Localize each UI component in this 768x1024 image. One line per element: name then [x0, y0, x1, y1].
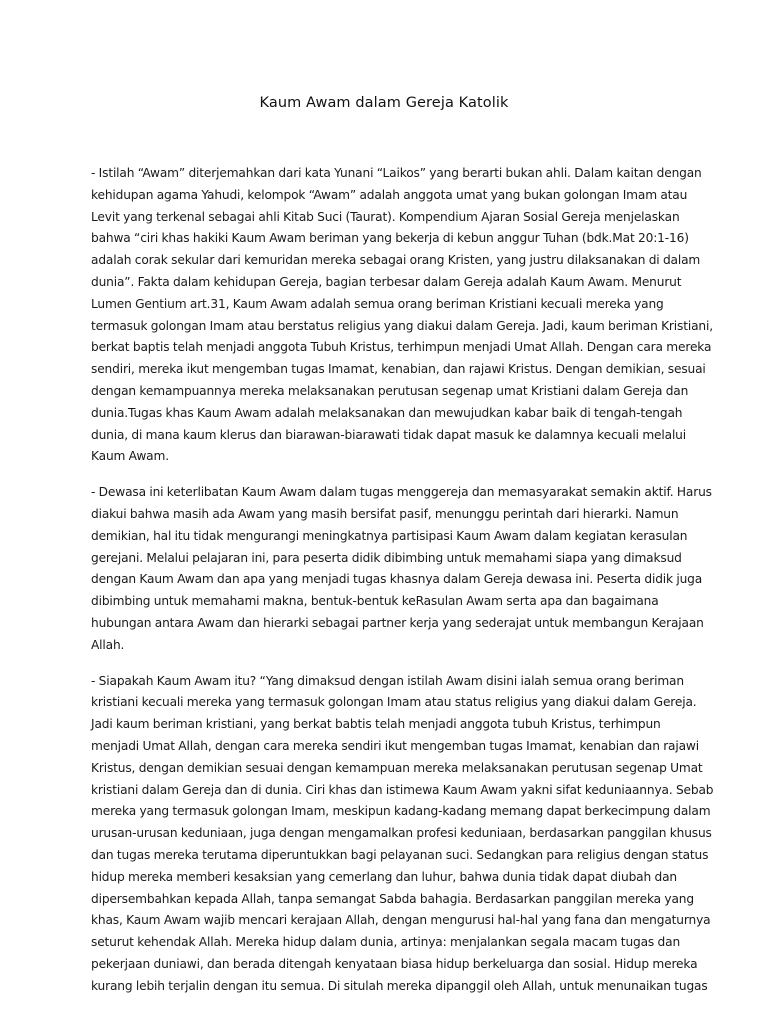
text-line: termasuk golongan Imam atau berstatus religius yang diakui dalam Gereja. Jadi, kaum beriman Kristiani, [91, 318, 713, 333]
text-line: bahwa “ciri khas hakiki Kaum Awam beriman yang bekerja di kebun anggur Tuhan (bdk.Mat 20:1-16) [91, 231, 689, 246]
text-line: hubungan antara Awam dan hierarki sebagai partner kerja yang sederajat untuk membangun Kerajaan [91, 615, 704, 630]
text-line: adalah corak sekular dari kemuridan mereka sebagai orang Kristen, yang justru dilaksanakan di dalam [91, 253, 701, 268]
text-line: demikian, hal itu tidak mengurangi meningkatnya partisipasi Kaum Awam dalam kegiatan kerasulan [91, 528, 688, 543]
text-line: kristiani dalam Gereja dan di dunia. Ciri khas dan istimewa Kaum Awam yakni sifat keduniaannya. Sebab [91, 782, 714, 797]
paragraph-keterlibatan-awam [91, 482, 712, 656]
text-line: urusan-urusan keduniaan, juga dengan mengamalkan profesi keduniaan, berdasarkan panggilan khusus [91, 826, 712, 841]
text-line: diakui bahwa masih ada Awam yang masih bersifat pasif, menunggu perintah dari hierarki. Namun [91, 506, 679, 521]
text-line: seturut kehendak Allah. Mereka hidup dalam dunia, artinya: menjalankan segala macam tugas dan [91, 935, 681, 950]
text-line: Kristus, dengan demikian sesuai dengan kemampuan mereka melaksanakan perutusan segenap Umat [91, 760, 703, 775]
paragraph-siapakah-kaum-awam [91, 671, 714, 998]
text-line: dengan kemampuannya mereka melaksanakan perutusan segenap umat Kristiani dalam Gereja dan [91, 383, 689, 398]
text-line: dunia.Tugas khas Kaum Awam adalah melaksanakan dan mewujudkan kabar baik di tengah-tengah [91, 405, 683, 420]
text-line: dan tugas mereka terutama diperuntukkan bagi pelayanan suci. Sedangkan para religius dengan status [91, 847, 709, 862]
text-line: sendiri, mereka ikut mengemban tugas Imamat, kenabian, dan rajawi Kristus. Dengan demikian, sesuai [91, 362, 706, 377]
text-line: Lumen Gentium art.31, Kaum Awam adalah semua orang beriman Kristiani kecuali mereka yang [91, 296, 664, 311]
text-line: gerejani. Melalui pelajaran ini, para peserta didik dibimbing untuk memahami siapa yang dimaksud [91, 550, 682, 565]
text-line: kristiani kecuali mereka yang termasuk golongan Imam atau status religius yang diakui dalam Gereja. [91, 695, 697, 710]
text-line: Kaum Awam. [91, 449, 169, 464]
text-line: dibimbing untuk memahami makna, bentuk-bentuk keRasulan Awam serta apa dan bagaimana [91, 594, 659, 609]
text-line: - Dewasa ini keterlibatan Kaum Awam dalam tugas menggereja dan memasyarakat semakin aktif. Harus [91, 485, 712, 500]
text-line: kehidupan agama Yahudi, kelompok “Awam” adalah anggota umat yang bukan golongan Imam atau [91, 187, 688, 202]
text-line: pekerjaan duniawi, dan berada ditengah kenyataan biasa hidup berkeluarga dan sosial. Hidup mereka [91, 956, 698, 971]
document-title: Kaum Awam dalam Gereja Katolik [259, 95, 509, 111]
text-line: dunia, di mana kaum klerus dan biarawan-biarawati tidak dapat masuk ke dalamnya kecuali melalui [91, 427, 686, 442]
text-line: - Istilah “Awam” diterjemahkan dari kata Yunani “Laikos” yang berarti bukan ahli. Dalam kaitan dengan [91, 166, 702, 180]
text-line: berkat baptis telah menjadi anggota Tubuh Kristus, terhimpun menjadi Umat Allah. Dengan cara mereka [91, 340, 712, 355]
text-line: kurang lebih terjalin dengan itu semua. Di situlah mereka dipanggil oleh Allah, untuk menunaikan tugas [91, 978, 708, 993]
text-line: Jadi kaum beriman kristiani, yang berkat babtis telah menjadi anggota tubuh Kristus, terhimpun [91, 717, 661, 732]
text-line: Levit yang terkenal sebagai ahli Kitab Suci (Taurat). Kompendium Ajaran Sosial Gereja menjelaskan [91, 209, 680, 224]
text-line: khas, Kaum Awam wajib mencari kerajaan Allah, dengan mengurusi hal-hal yang fana dan mengaturnya [91, 913, 711, 928]
document-body [91, 163, 714, 1011]
text-line: dengan Kaum Awam dan apa yang menjadi tugas khasnya dalam Gereja dewasa ini. Peserta didik juga [91, 572, 703, 587]
text-line: - Siapakah Kaum Awam itu? “Yang dimaksud dengan istilah Awam disini ialah semua orang beriman [91, 673, 684, 688]
paragraph-istilah-awam [91, 163, 713, 468]
text-line: menjadi Umat Allah, dengan cara mereka sendiri ikut mengemban tugas Imamat, kenabian dan rajawi [91, 738, 699, 753]
text-line: hidup mereka memberi kesaksian yang cemerlang dan luhur, bahwa dunia tidak dapat diubah dan [91, 869, 677, 884]
text-line: dipersembahkan kepada Allah, tanpa semangat Sabda bahagia. Berdasarkan panggilan mereka yang [91, 891, 694, 906]
text-line: Allah. [91, 637, 125, 652]
text-line: mereka yang termasuk golongan Imam, meskipun kadang-kadang memang dapat berkecimpung dalam [91, 804, 711, 819]
text-line: dunia”. Fakta dalam kehidupan Gereja, bagian terbesar dalam Gereja adalah Kaum Awam. Menurut [91, 274, 682, 289]
